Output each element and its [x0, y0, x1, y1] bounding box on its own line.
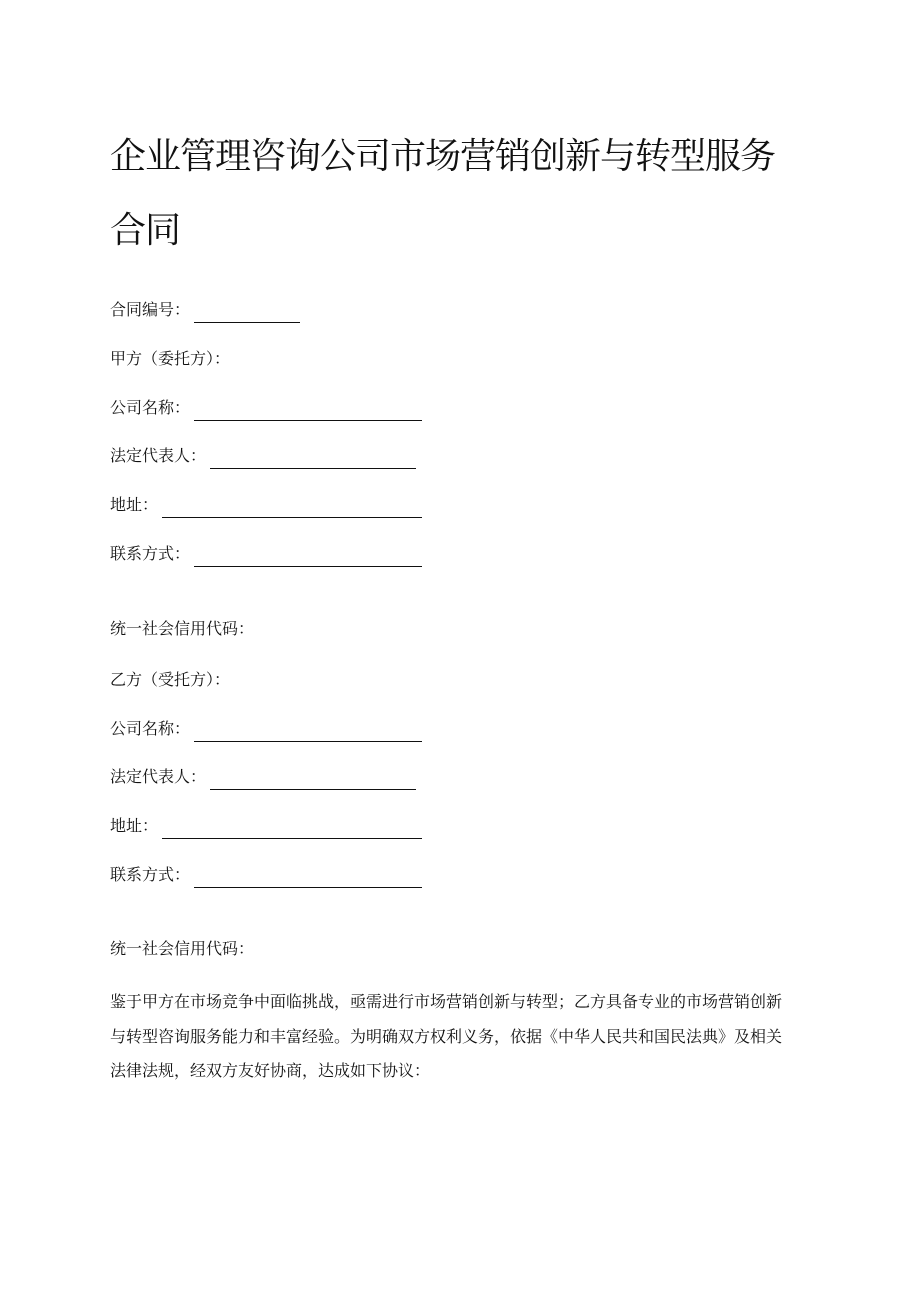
party-a-company-blank[interactable]: [194, 400, 422, 421]
party-a-heading: [110, 346, 230, 372]
party-a-rep-field: [110, 443, 416, 469]
party-b-heading-text: 乙方（受托方）：: [110, 670, 231, 689]
contract-number-blank[interactable]: [194, 302, 300, 323]
preamble-paragraph: 鉴于甲方在市场竞争中面临挑战，亟需进行市场营销创新与转型；乙方具备专业的市场营销创新与转型咨询服务能力和丰富经验。为明确双方权利义务，依据《中华人民共和国民法典》及相关法律法规，经双方友好协商，达成如下协议：: [110, 992, 783, 1080]
party-b-rep-blank[interactable]: [210, 769, 416, 790]
party-b-address-label: 地址：: [110, 816, 159, 835]
party-a-heading-text: 甲方（委托方）：: [110, 349, 231, 368]
party-b-company-field: [110, 716, 422, 742]
party-a-credit-code-label: 统一社会信用代码：: [110, 619, 255, 638]
page-title: 企业管理咨询公司市场营销创新与转型服务合同: [110, 136, 776, 251]
party-b-address-blank[interactable]: [162, 818, 422, 839]
party-a-rep-blank[interactable]: [210, 448, 416, 469]
party-b-rep-label: 法定代表人：: [110, 767, 207, 786]
party-a-company-label: 公司名称：: [110, 398, 191, 417]
party-b-company-label: 公司名称：: [110, 719, 191, 738]
party-b-contact-blank[interactable]: [194, 867, 422, 888]
party-b-credit-code-field: [110, 936, 254, 962]
party-b-address-field: [110, 813, 422, 839]
party-a-address-field: [110, 492, 422, 518]
party-a-contact-label: 联系方式：: [110, 544, 191, 563]
party-b-credit-code-label: 统一社会信用代码：: [110, 939, 255, 958]
party-a-contact-field: [110, 541, 422, 567]
party-b-contact-label: 联系方式：: [110, 865, 191, 884]
party-b-heading: [110, 667, 230, 693]
party-a-rep-label: 法定代表人：: [110, 446, 207, 465]
party-b-company-blank[interactable]: [194, 721, 422, 742]
party-a-company-field: [110, 395, 422, 421]
party-a-contact-blank[interactable]: [194, 546, 422, 567]
party-a-credit-code-field: [110, 616, 254, 642]
party-a-address-label: 地址：: [110, 495, 159, 514]
contract-number-label: 合同编号：: [110, 300, 191, 319]
party-b-rep-field: [110, 764, 416, 790]
contract-number-field: [110, 297, 300, 323]
party-a-address-blank[interactable]: [162, 497, 422, 518]
party-b-contact-field: [110, 862, 422, 888]
